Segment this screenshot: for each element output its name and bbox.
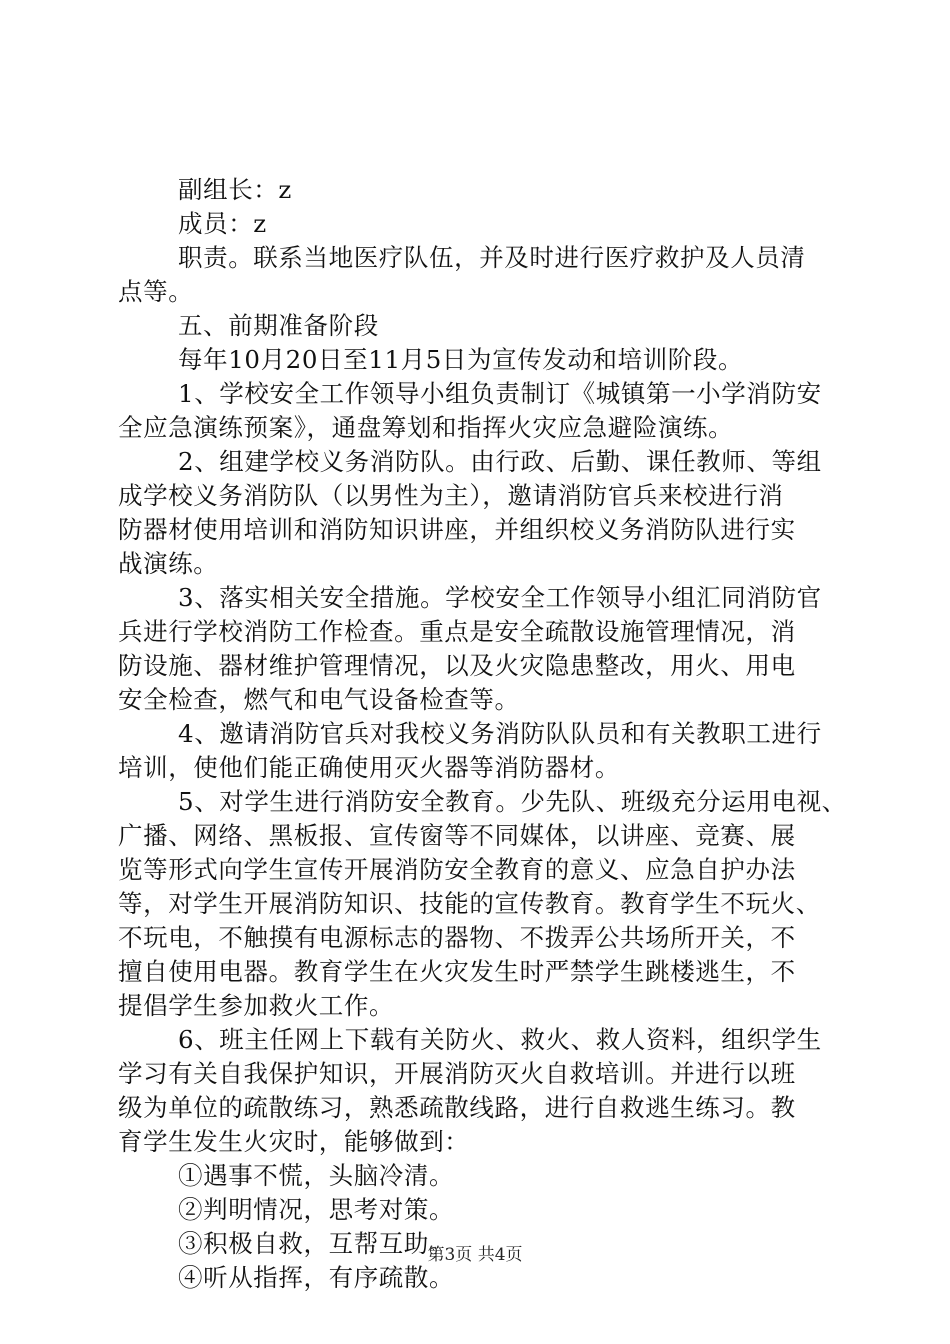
text-line: 成学校义务消防队（以男性为主），邀请消防官兵来校进行消 [118,481,784,510]
text-line: 职责。联系当地医疗队伍，并及时进行医疗救护及人员清 [178,243,806,272]
text-line: 3、落实相关安全措施。学校安全工作领导小组汇同消防官 [178,583,822,612]
document-body [118,173,847,1295]
text-line: 提倡学生参加救火工作。 [118,991,395,1020]
text-line: 览等形式向学生宣传开展消防安全教育的意义、应急自护办法 [118,855,796,884]
text-line: 五、前期准备阶段 [178,311,379,340]
text-line: 擅自使用电器。教育学生在火灾发生时严禁学生跳楼逃生，不 [118,957,796,986]
text-line: 2、组建学校义务消防队。由行政、后勤、课任教师、等组 [178,447,822,476]
text-line: ④听从指挥，有序疏散。 [178,1263,455,1292]
text-line: 级为单位的疏散练习，熟悉疏散线路，进行自救逃生练习。教 [118,1093,796,1122]
text-line: 防器材使用培训和消防知识讲座，并组织校义务消防队进行实 [118,515,796,544]
text-line: ②判明情况，思考对策。 [178,1195,455,1224]
text-line: 点等。 [118,277,194,306]
text-line: 5、对学生进行消防安全教育。少先队、班级充分运用电视、 [178,787,847,816]
text-line: 全应急演练预案》，通盘筹划和指挥火灾应急避险演练。 [118,413,734,442]
text-line: 防设施、器材维护管理情况，以及火灾隐患整改，用火、用电 [118,651,796,680]
text-line: 兵进行学校消防工作检查。重点是安全疏散设施管理情况，消 [118,617,796,646]
text-line: 每年10月20日至11月5日为宣传发动和培训阶段。 [178,345,744,374]
text-line: ③积极自救，互帮互助。 [178,1229,455,1258]
text-line: ①遇事不慌，头脑冷清。 [178,1161,455,1190]
text-line: 1、学校安全工作领导小组负责制订《城镇第一小学消防安 [178,379,822,408]
text-line: 培训，使他们能正确使用灭火器等消防器材。 [118,753,620,782]
text-line: 育学生发生火灾时，能够做到： [118,1127,470,1156]
text-line: 等，对学生开展消防知识、技能的宣传教育。教育学生不玩火、 [118,889,821,918]
text-line: 6、班主任网上下载有关防火、救火、救人资料，组织学生 [178,1025,822,1054]
text-line: 安全检查，燃气和电气设备检查等。 [118,685,520,714]
text-line: 广播、网络、黑板报、宣传窗等不同媒体，以讲座、竞赛、展 [118,821,796,850]
text-line: 4、邀请消防官兵对我校义务消防队队员和有关教职工进行 [178,719,822,748]
text-line: 不玩电，不触摸有电源标志的器物、不拨弄公共场所开关，不 [118,923,796,952]
text-line: 副组长：z [178,175,292,204]
text-line: 学习有关自我保护知识，开展消防灭火自救培训。并进行以班 [118,1059,796,1088]
text-line: 成员：z [178,209,267,238]
text-line: 战演练。 [118,549,219,578]
page-footer: 第3页 共4页 [427,1245,523,1265]
